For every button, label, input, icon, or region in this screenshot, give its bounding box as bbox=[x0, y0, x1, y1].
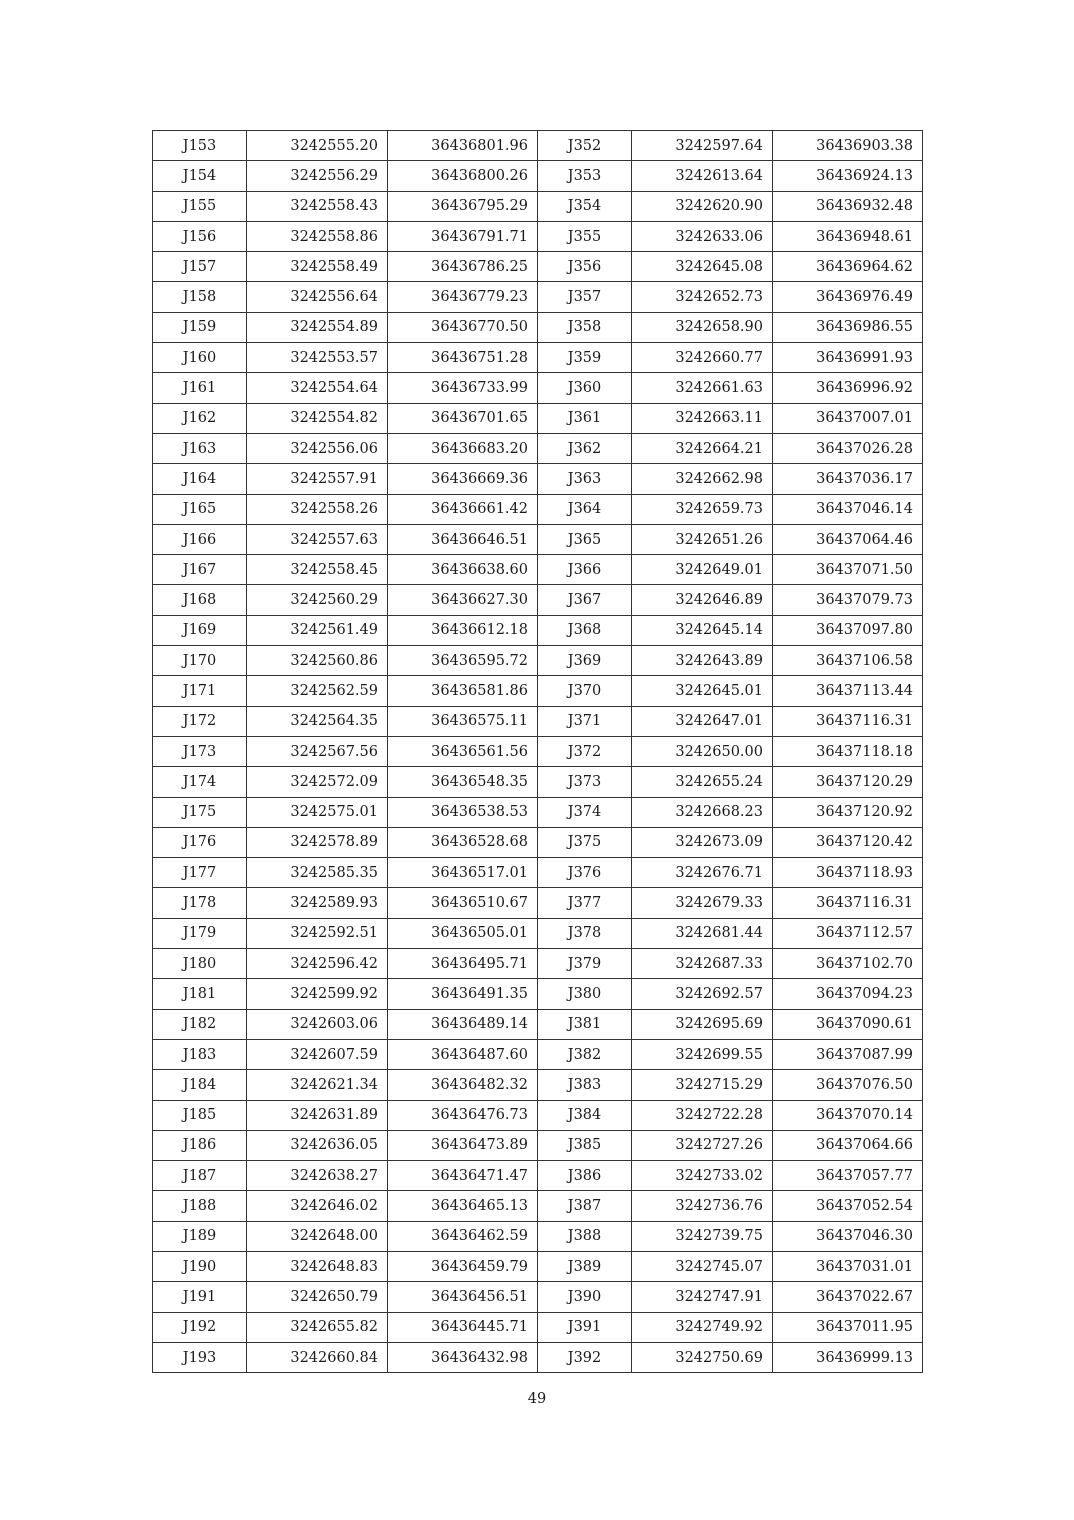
x-coordinate-cell: 3242668.23 bbox=[632, 797, 773, 827]
point-id-cell: J388 bbox=[538, 1221, 632, 1251]
y-coordinate-cell: 36436517.01 bbox=[388, 858, 538, 888]
x-coordinate-cell: 3242554.82 bbox=[247, 403, 388, 433]
x-coordinate-cell: 3242695.69 bbox=[632, 1009, 773, 1039]
point-id-cell: J162 bbox=[153, 403, 247, 433]
x-coordinate-cell: 3242613.64 bbox=[632, 161, 773, 191]
point-id-cell: J384 bbox=[538, 1100, 632, 1130]
x-coordinate-cell: 3242649.01 bbox=[632, 555, 773, 585]
point-id-cell: J352 bbox=[538, 131, 632, 161]
point-id-cell: J380 bbox=[538, 979, 632, 1009]
y-coordinate-cell: 36436528.68 bbox=[388, 827, 538, 857]
x-coordinate-cell: 3242631.89 bbox=[247, 1100, 388, 1130]
y-coordinate-cell: 36436996.92 bbox=[773, 373, 923, 403]
y-coordinate-cell: 36436751.28 bbox=[388, 343, 538, 373]
y-coordinate-cell: 36437120.29 bbox=[773, 767, 923, 797]
table-row bbox=[153, 343, 923, 373]
table-row bbox=[153, 373, 923, 403]
y-coordinate-cell: 36437116.31 bbox=[773, 706, 923, 736]
x-coordinate-cell: 3242558.86 bbox=[247, 221, 388, 251]
point-id-cell: J390 bbox=[538, 1282, 632, 1312]
table-row bbox=[153, 1312, 923, 1342]
point-id-cell: J168 bbox=[153, 585, 247, 615]
x-coordinate-cell: 3242554.89 bbox=[247, 312, 388, 342]
point-id-cell: J193 bbox=[153, 1342, 247, 1372]
table-row bbox=[153, 979, 923, 1009]
point-id-cell: J159 bbox=[153, 312, 247, 342]
x-coordinate-cell: 3242655.82 bbox=[247, 1312, 388, 1342]
y-coordinate-cell: 36436473.89 bbox=[388, 1130, 538, 1160]
x-coordinate-cell: 3242597.64 bbox=[632, 131, 773, 161]
x-coordinate-cell: 3242572.09 bbox=[247, 767, 388, 797]
y-coordinate-cell: 36437022.67 bbox=[773, 1282, 923, 1312]
table-row bbox=[153, 706, 923, 736]
point-id-cell: J383 bbox=[538, 1070, 632, 1100]
y-coordinate-cell: 36436801.96 bbox=[388, 131, 538, 161]
point-id-cell: J156 bbox=[153, 221, 247, 251]
x-coordinate-cell: 3242699.55 bbox=[632, 1039, 773, 1069]
y-coordinate-cell: 36437116.31 bbox=[773, 888, 923, 918]
y-coordinate-cell: 36437052.54 bbox=[773, 1191, 923, 1221]
point-id-cell: J164 bbox=[153, 464, 247, 494]
x-coordinate-cell: 3242645.01 bbox=[632, 676, 773, 706]
x-coordinate-cell: 3242558.45 bbox=[247, 555, 388, 585]
point-id-cell: J192 bbox=[153, 1312, 247, 1342]
y-coordinate-cell: 36437026.28 bbox=[773, 433, 923, 463]
point-id-cell: J370 bbox=[538, 676, 632, 706]
y-coordinate-cell: 36437064.66 bbox=[773, 1130, 923, 1160]
point-id-cell: J392 bbox=[538, 1342, 632, 1372]
point-id-cell: J176 bbox=[153, 827, 247, 857]
table-row bbox=[153, 1009, 923, 1039]
table-row bbox=[153, 161, 923, 191]
y-coordinate-cell: 36436581.86 bbox=[388, 676, 538, 706]
x-coordinate-cell: 3242650.79 bbox=[247, 1282, 388, 1312]
x-coordinate-cell: 3242739.75 bbox=[632, 1221, 773, 1251]
point-id-cell: J157 bbox=[153, 252, 247, 282]
y-coordinate-cell: 36437007.01 bbox=[773, 403, 923, 433]
y-coordinate-cell: 36436701.65 bbox=[388, 403, 538, 433]
table-row bbox=[153, 191, 923, 221]
y-coordinate-cell: 36437094.23 bbox=[773, 979, 923, 1009]
y-coordinate-cell: 36436495.71 bbox=[388, 949, 538, 979]
coordinate-table-body bbox=[153, 131, 923, 1373]
x-coordinate-cell: 3242633.06 bbox=[632, 221, 773, 251]
y-coordinate-cell: 36436627.30 bbox=[388, 585, 538, 615]
point-id-cell: J353 bbox=[538, 161, 632, 191]
point-id-cell: J160 bbox=[153, 343, 247, 373]
table-row bbox=[153, 1251, 923, 1281]
x-coordinate-cell: 3242556.29 bbox=[247, 161, 388, 191]
table-row bbox=[153, 403, 923, 433]
point-id-cell: J364 bbox=[538, 494, 632, 524]
x-coordinate-cell: 3242557.63 bbox=[247, 524, 388, 554]
y-coordinate-cell: 36436795.29 bbox=[388, 191, 538, 221]
y-coordinate-cell: 36437113.44 bbox=[773, 676, 923, 706]
point-id-cell: J181 bbox=[153, 979, 247, 1009]
x-coordinate-cell: 3242663.11 bbox=[632, 403, 773, 433]
x-coordinate-cell: 3242733.02 bbox=[632, 1161, 773, 1191]
x-coordinate-cell: 3242727.26 bbox=[632, 1130, 773, 1160]
y-coordinate-cell: 36436770.50 bbox=[388, 312, 538, 342]
point-id-cell: J153 bbox=[153, 131, 247, 161]
point-id-cell: J362 bbox=[538, 433, 632, 463]
y-coordinate-cell: 36437087.99 bbox=[773, 1039, 923, 1069]
x-coordinate-cell: 3242673.09 bbox=[632, 827, 773, 857]
point-id-cell: J169 bbox=[153, 615, 247, 645]
y-coordinate-cell: 36436791.71 bbox=[388, 221, 538, 251]
point-id-cell: J371 bbox=[538, 706, 632, 736]
x-coordinate-cell: 3242749.92 bbox=[632, 1312, 773, 1342]
coordinate-table bbox=[152, 130, 923, 1373]
point-id-cell: J154 bbox=[153, 161, 247, 191]
table-row bbox=[153, 918, 923, 948]
point-id-cell: J173 bbox=[153, 736, 247, 766]
table-row bbox=[153, 131, 923, 161]
y-coordinate-cell: 36436683.20 bbox=[388, 433, 538, 463]
point-id-cell: J368 bbox=[538, 615, 632, 645]
x-coordinate-cell: 3242567.56 bbox=[247, 736, 388, 766]
point-id-cell: J354 bbox=[538, 191, 632, 221]
y-coordinate-cell: 36436510.67 bbox=[388, 888, 538, 918]
point-id-cell: J186 bbox=[153, 1130, 247, 1160]
point-id-cell: J161 bbox=[153, 373, 247, 403]
point-id-cell: J373 bbox=[538, 767, 632, 797]
x-coordinate-cell: 3242660.84 bbox=[247, 1342, 388, 1372]
x-coordinate-cell: 3242553.57 bbox=[247, 343, 388, 373]
y-coordinate-cell: 36437090.61 bbox=[773, 1009, 923, 1039]
point-id-cell: J391 bbox=[538, 1312, 632, 1342]
point-id-cell: J185 bbox=[153, 1100, 247, 1130]
y-coordinate-cell: 36436538.53 bbox=[388, 797, 538, 827]
y-coordinate-cell: 36436932.48 bbox=[773, 191, 923, 221]
x-coordinate-cell: 3242607.59 bbox=[247, 1039, 388, 1069]
point-id-cell: J360 bbox=[538, 373, 632, 403]
y-coordinate-cell: 36436561.56 bbox=[388, 736, 538, 766]
table-row bbox=[153, 858, 923, 888]
x-coordinate-cell: 3242661.63 bbox=[632, 373, 773, 403]
table-row bbox=[153, 797, 923, 827]
y-coordinate-cell: 36437070.14 bbox=[773, 1100, 923, 1130]
table-row bbox=[153, 464, 923, 494]
point-id-cell: J372 bbox=[538, 736, 632, 766]
point-id-cell: J379 bbox=[538, 949, 632, 979]
y-coordinate-cell: 36437046.14 bbox=[773, 494, 923, 524]
point-id-cell: J369 bbox=[538, 646, 632, 676]
table-row bbox=[153, 1100, 923, 1130]
point-id-cell: J175 bbox=[153, 797, 247, 827]
y-coordinate-cell: 36436924.13 bbox=[773, 161, 923, 191]
table-row bbox=[153, 585, 923, 615]
x-coordinate-cell: 3242715.29 bbox=[632, 1070, 773, 1100]
y-coordinate-cell: 36437112.57 bbox=[773, 918, 923, 948]
x-coordinate-cell: 3242643.89 bbox=[632, 646, 773, 676]
x-coordinate-cell: 3242557.91 bbox=[247, 464, 388, 494]
x-coordinate-cell: 3242556.06 bbox=[247, 433, 388, 463]
point-id-cell: J386 bbox=[538, 1161, 632, 1191]
point-id-cell: J365 bbox=[538, 524, 632, 554]
point-id-cell: J366 bbox=[538, 555, 632, 585]
point-id-cell: J171 bbox=[153, 676, 247, 706]
table-row bbox=[153, 1221, 923, 1251]
y-coordinate-cell: 36437097.80 bbox=[773, 615, 923, 645]
point-id-cell: J374 bbox=[538, 797, 632, 827]
table-row bbox=[153, 555, 923, 585]
point-id-cell: J189 bbox=[153, 1221, 247, 1251]
y-coordinate-cell: 36437118.18 bbox=[773, 736, 923, 766]
point-id-cell: J361 bbox=[538, 403, 632, 433]
x-coordinate-cell: 3242620.90 bbox=[632, 191, 773, 221]
y-coordinate-cell: 36437076.50 bbox=[773, 1070, 923, 1100]
y-coordinate-cell: 36436976.49 bbox=[773, 282, 923, 312]
x-coordinate-cell: 3242660.77 bbox=[632, 343, 773, 373]
point-id-cell: J378 bbox=[538, 918, 632, 948]
point-id-cell: J155 bbox=[153, 191, 247, 221]
x-coordinate-cell: 3242562.59 bbox=[247, 676, 388, 706]
x-coordinate-cell: 3242592.51 bbox=[247, 918, 388, 948]
point-id-cell: J377 bbox=[538, 888, 632, 918]
table-row bbox=[153, 524, 923, 554]
y-coordinate-cell: 36436482.32 bbox=[388, 1070, 538, 1100]
x-coordinate-cell: 3242750.69 bbox=[632, 1342, 773, 1372]
point-id-cell: J167 bbox=[153, 555, 247, 585]
y-coordinate-cell: 36436432.98 bbox=[388, 1342, 538, 1372]
y-coordinate-cell: 36437071.50 bbox=[773, 555, 923, 585]
y-coordinate-cell: 36436733.99 bbox=[388, 373, 538, 403]
x-coordinate-cell: 3242575.01 bbox=[247, 797, 388, 827]
point-id-cell: J358 bbox=[538, 312, 632, 342]
point-id-cell: J389 bbox=[538, 1251, 632, 1281]
page-number: 49 bbox=[527, 1391, 547, 1407]
y-coordinate-cell: 36436612.18 bbox=[388, 615, 538, 645]
point-id-cell: J367 bbox=[538, 585, 632, 615]
y-coordinate-cell: 36436505.01 bbox=[388, 918, 538, 948]
point-id-cell: J190 bbox=[153, 1251, 247, 1281]
x-coordinate-cell: 3242645.08 bbox=[632, 252, 773, 282]
y-coordinate-cell: 36436646.51 bbox=[388, 524, 538, 554]
y-coordinate-cell: 36436800.26 bbox=[388, 161, 538, 191]
y-coordinate-cell: 36436548.35 bbox=[388, 767, 538, 797]
point-id-cell: J177 bbox=[153, 858, 247, 888]
y-coordinate-cell: 36437036.17 bbox=[773, 464, 923, 494]
point-id-cell: J182 bbox=[153, 1009, 247, 1039]
y-coordinate-cell: 36436476.73 bbox=[388, 1100, 538, 1130]
table-row bbox=[153, 1191, 923, 1221]
x-coordinate-cell: 3242650.00 bbox=[632, 736, 773, 766]
x-coordinate-cell: 3242679.33 bbox=[632, 888, 773, 918]
table-row bbox=[153, 888, 923, 918]
table-row bbox=[153, 1130, 923, 1160]
x-coordinate-cell: 3242621.34 bbox=[247, 1070, 388, 1100]
y-coordinate-cell: 36436638.60 bbox=[388, 555, 538, 585]
x-coordinate-cell: 3242687.33 bbox=[632, 949, 773, 979]
table-row bbox=[153, 252, 923, 282]
y-coordinate-cell: 36436948.61 bbox=[773, 221, 923, 251]
x-coordinate-cell: 3242556.64 bbox=[247, 282, 388, 312]
point-id-cell: J187 bbox=[153, 1161, 247, 1191]
table-row bbox=[153, 949, 923, 979]
point-id-cell: J385 bbox=[538, 1130, 632, 1160]
point-id-cell: J163 bbox=[153, 433, 247, 463]
x-coordinate-cell: 3242578.89 bbox=[247, 827, 388, 857]
table-row bbox=[153, 1282, 923, 1312]
table-row bbox=[153, 827, 923, 857]
point-id-cell: J376 bbox=[538, 858, 632, 888]
x-coordinate-cell: 3242664.21 bbox=[632, 433, 773, 463]
point-id-cell: J172 bbox=[153, 706, 247, 736]
table-row bbox=[153, 676, 923, 706]
y-coordinate-cell: 36436964.62 bbox=[773, 252, 923, 282]
x-coordinate-cell: 3242681.44 bbox=[632, 918, 773, 948]
y-coordinate-cell: 36436986.55 bbox=[773, 312, 923, 342]
x-coordinate-cell: 3242745.07 bbox=[632, 1251, 773, 1281]
table-row bbox=[153, 1342, 923, 1372]
point-id-cell: J166 bbox=[153, 524, 247, 554]
y-coordinate-cell: 36437064.46 bbox=[773, 524, 923, 554]
y-coordinate-cell: 36436491.35 bbox=[388, 979, 538, 1009]
y-coordinate-cell: 36436465.13 bbox=[388, 1191, 538, 1221]
y-coordinate-cell: 36437102.70 bbox=[773, 949, 923, 979]
y-coordinate-cell: 36436786.25 bbox=[388, 252, 538, 282]
table-row bbox=[153, 1161, 923, 1191]
table-row bbox=[153, 1070, 923, 1100]
y-coordinate-cell: 36437031.01 bbox=[773, 1251, 923, 1281]
table-row bbox=[153, 312, 923, 342]
y-coordinate-cell: 36437118.93 bbox=[773, 858, 923, 888]
table-row bbox=[153, 736, 923, 766]
x-coordinate-cell: 3242659.73 bbox=[632, 494, 773, 524]
point-id-cell: J357 bbox=[538, 282, 632, 312]
y-coordinate-cell: 36436779.23 bbox=[388, 282, 538, 312]
x-coordinate-cell: 3242603.06 bbox=[247, 1009, 388, 1039]
y-coordinate-cell: 36437011.95 bbox=[773, 1312, 923, 1342]
point-id-cell: J180 bbox=[153, 949, 247, 979]
table-row bbox=[153, 1039, 923, 1069]
table-row bbox=[153, 433, 923, 463]
point-id-cell: J188 bbox=[153, 1191, 247, 1221]
table-row bbox=[153, 646, 923, 676]
y-coordinate-cell: 36436471.47 bbox=[388, 1161, 538, 1191]
point-id-cell: J191 bbox=[153, 1282, 247, 1312]
point-id-cell: J363 bbox=[538, 464, 632, 494]
point-id-cell: J375 bbox=[538, 827, 632, 857]
x-coordinate-cell: 3242662.98 bbox=[632, 464, 773, 494]
point-id-cell: J170 bbox=[153, 646, 247, 676]
x-coordinate-cell: 3242655.24 bbox=[632, 767, 773, 797]
point-id-cell: J355 bbox=[538, 221, 632, 251]
x-coordinate-cell: 3242589.93 bbox=[247, 888, 388, 918]
table-row bbox=[153, 615, 923, 645]
x-coordinate-cell: 3242564.35 bbox=[247, 706, 388, 736]
x-coordinate-cell: 3242596.42 bbox=[247, 949, 388, 979]
x-coordinate-cell: 3242652.73 bbox=[632, 282, 773, 312]
table-row bbox=[153, 767, 923, 797]
y-coordinate-cell: 36436445.71 bbox=[388, 1312, 538, 1342]
x-coordinate-cell: 3242636.05 bbox=[247, 1130, 388, 1160]
x-coordinate-cell: 3242638.27 bbox=[247, 1161, 388, 1191]
point-id-cell: J184 bbox=[153, 1070, 247, 1100]
y-coordinate-cell: 36436489.14 bbox=[388, 1009, 538, 1039]
point-id-cell: J174 bbox=[153, 767, 247, 797]
y-coordinate-cell: 36436999.13 bbox=[773, 1342, 923, 1372]
x-coordinate-cell: 3242692.57 bbox=[632, 979, 773, 1009]
x-coordinate-cell: 3242648.00 bbox=[247, 1221, 388, 1251]
y-coordinate-cell: 36436487.60 bbox=[388, 1039, 538, 1069]
y-coordinate-cell: 36437046.30 bbox=[773, 1221, 923, 1251]
point-id-cell: J387 bbox=[538, 1191, 632, 1221]
y-coordinate-cell: 36436669.36 bbox=[388, 464, 538, 494]
point-id-cell: J381 bbox=[538, 1009, 632, 1039]
point-id-cell: J179 bbox=[153, 918, 247, 948]
y-coordinate-cell: 36436991.93 bbox=[773, 343, 923, 373]
table-row bbox=[153, 221, 923, 251]
x-coordinate-cell: 3242558.43 bbox=[247, 191, 388, 221]
x-coordinate-cell: 3242599.92 bbox=[247, 979, 388, 1009]
point-id-cell: J158 bbox=[153, 282, 247, 312]
x-coordinate-cell: 3242676.71 bbox=[632, 858, 773, 888]
point-id-cell: J178 bbox=[153, 888, 247, 918]
y-coordinate-cell: 36436595.72 bbox=[388, 646, 538, 676]
point-id-cell: J359 bbox=[538, 343, 632, 373]
x-coordinate-cell: 3242736.76 bbox=[632, 1191, 773, 1221]
x-coordinate-cell: 3242585.35 bbox=[247, 858, 388, 888]
y-coordinate-cell: 36436661.42 bbox=[388, 494, 538, 524]
y-coordinate-cell: 36436456.51 bbox=[388, 1282, 538, 1312]
x-coordinate-cell: 3242558.26 bbox=[247, 494, 388, 524]
x-coordinate-cell: 3242646.02 bbox=[247, 1191, 388, 1221]
x-coordinate-cell: 3242651.26 bbox=[632, 524, 773, 554]
y-coordinate-cell: 36437120.92 bbox=[773, 797, 923, 827]
x-coordinate-cell: 3242722.28 bbox=[632, 1100, 773, 1130]
x-coordinate-cell: 3242555.20 bbox=[247, 131, 388, 161]
x-coordinate-cell: 3242747.91 bbox=[632, 1282, 773, 1312]
y-coordinate-cell: 36436462.59 bbox=[388, 1221, 538, 1251]
x-coordinate-cell: 3242646.89 bbox=[632, 585, 773, 615]
y-coordinate-cell: 36436903.38 bbox=[773, 131, 923, 161]
y-coordinate-cell: 36437079.73 bbox=[773, 585, 923, 615]
x-coordinate-cell: 3242648.83 bbox=[247, 1251, 388, 1281]
y-coordinate-cell: 36437106.58 bbox=[773, 646, 923, 676]
x-coordinate-cell: 3242645.14 bbox=[632, 615, 773, 645]
x-coordinate-cell: 3242554.64 bbox=[247, 373, 388, 403]
table-row bbox=[153, 282, 923, 312]
point-id-cell: J382 bbox=[538, 1039, 632, 1069]
y-coordinate-cell: 36436459.79 bbox=[388, 1251, 538, 1281]
point-id-cell: J165 bbox=[153, 494, 247, 524]
table-row bbox=[153, 494, 923, 524]
x-coordinate-cell: 3242647.01 bbox=[632, 706, 773, 736]
point-id-cell: J183 bbox=[153, 1039, 247, 1069]
x-coordinate-cell: 3242658.90 bbox=[632, 312, 773, 342]
y-coordinate-cell: 36436575.11 bbox=[388, 706, 538, 736]
x-coordinate-cell: 3242561.49 bbox=[247, 615, 388, 645]
x-coordinate-cell: 3242560.86 bbox=[247, 646, 388, 676]
y-coordinate-cell: 36437057.77 bbox=[773, 1161, 923, 1191]
point-id-cell: J356 bbox=[538, 252, 632, 282]
x-coordinate-cell: 3242560.29 bbox=[247, 585, 388, 615]
x-coordinate-cell: 3242558.49 bbox=[247, 252, 388, 282]
y-coordinate-cell: 36437120.42 bbox=[773, 827, 923, 857]
